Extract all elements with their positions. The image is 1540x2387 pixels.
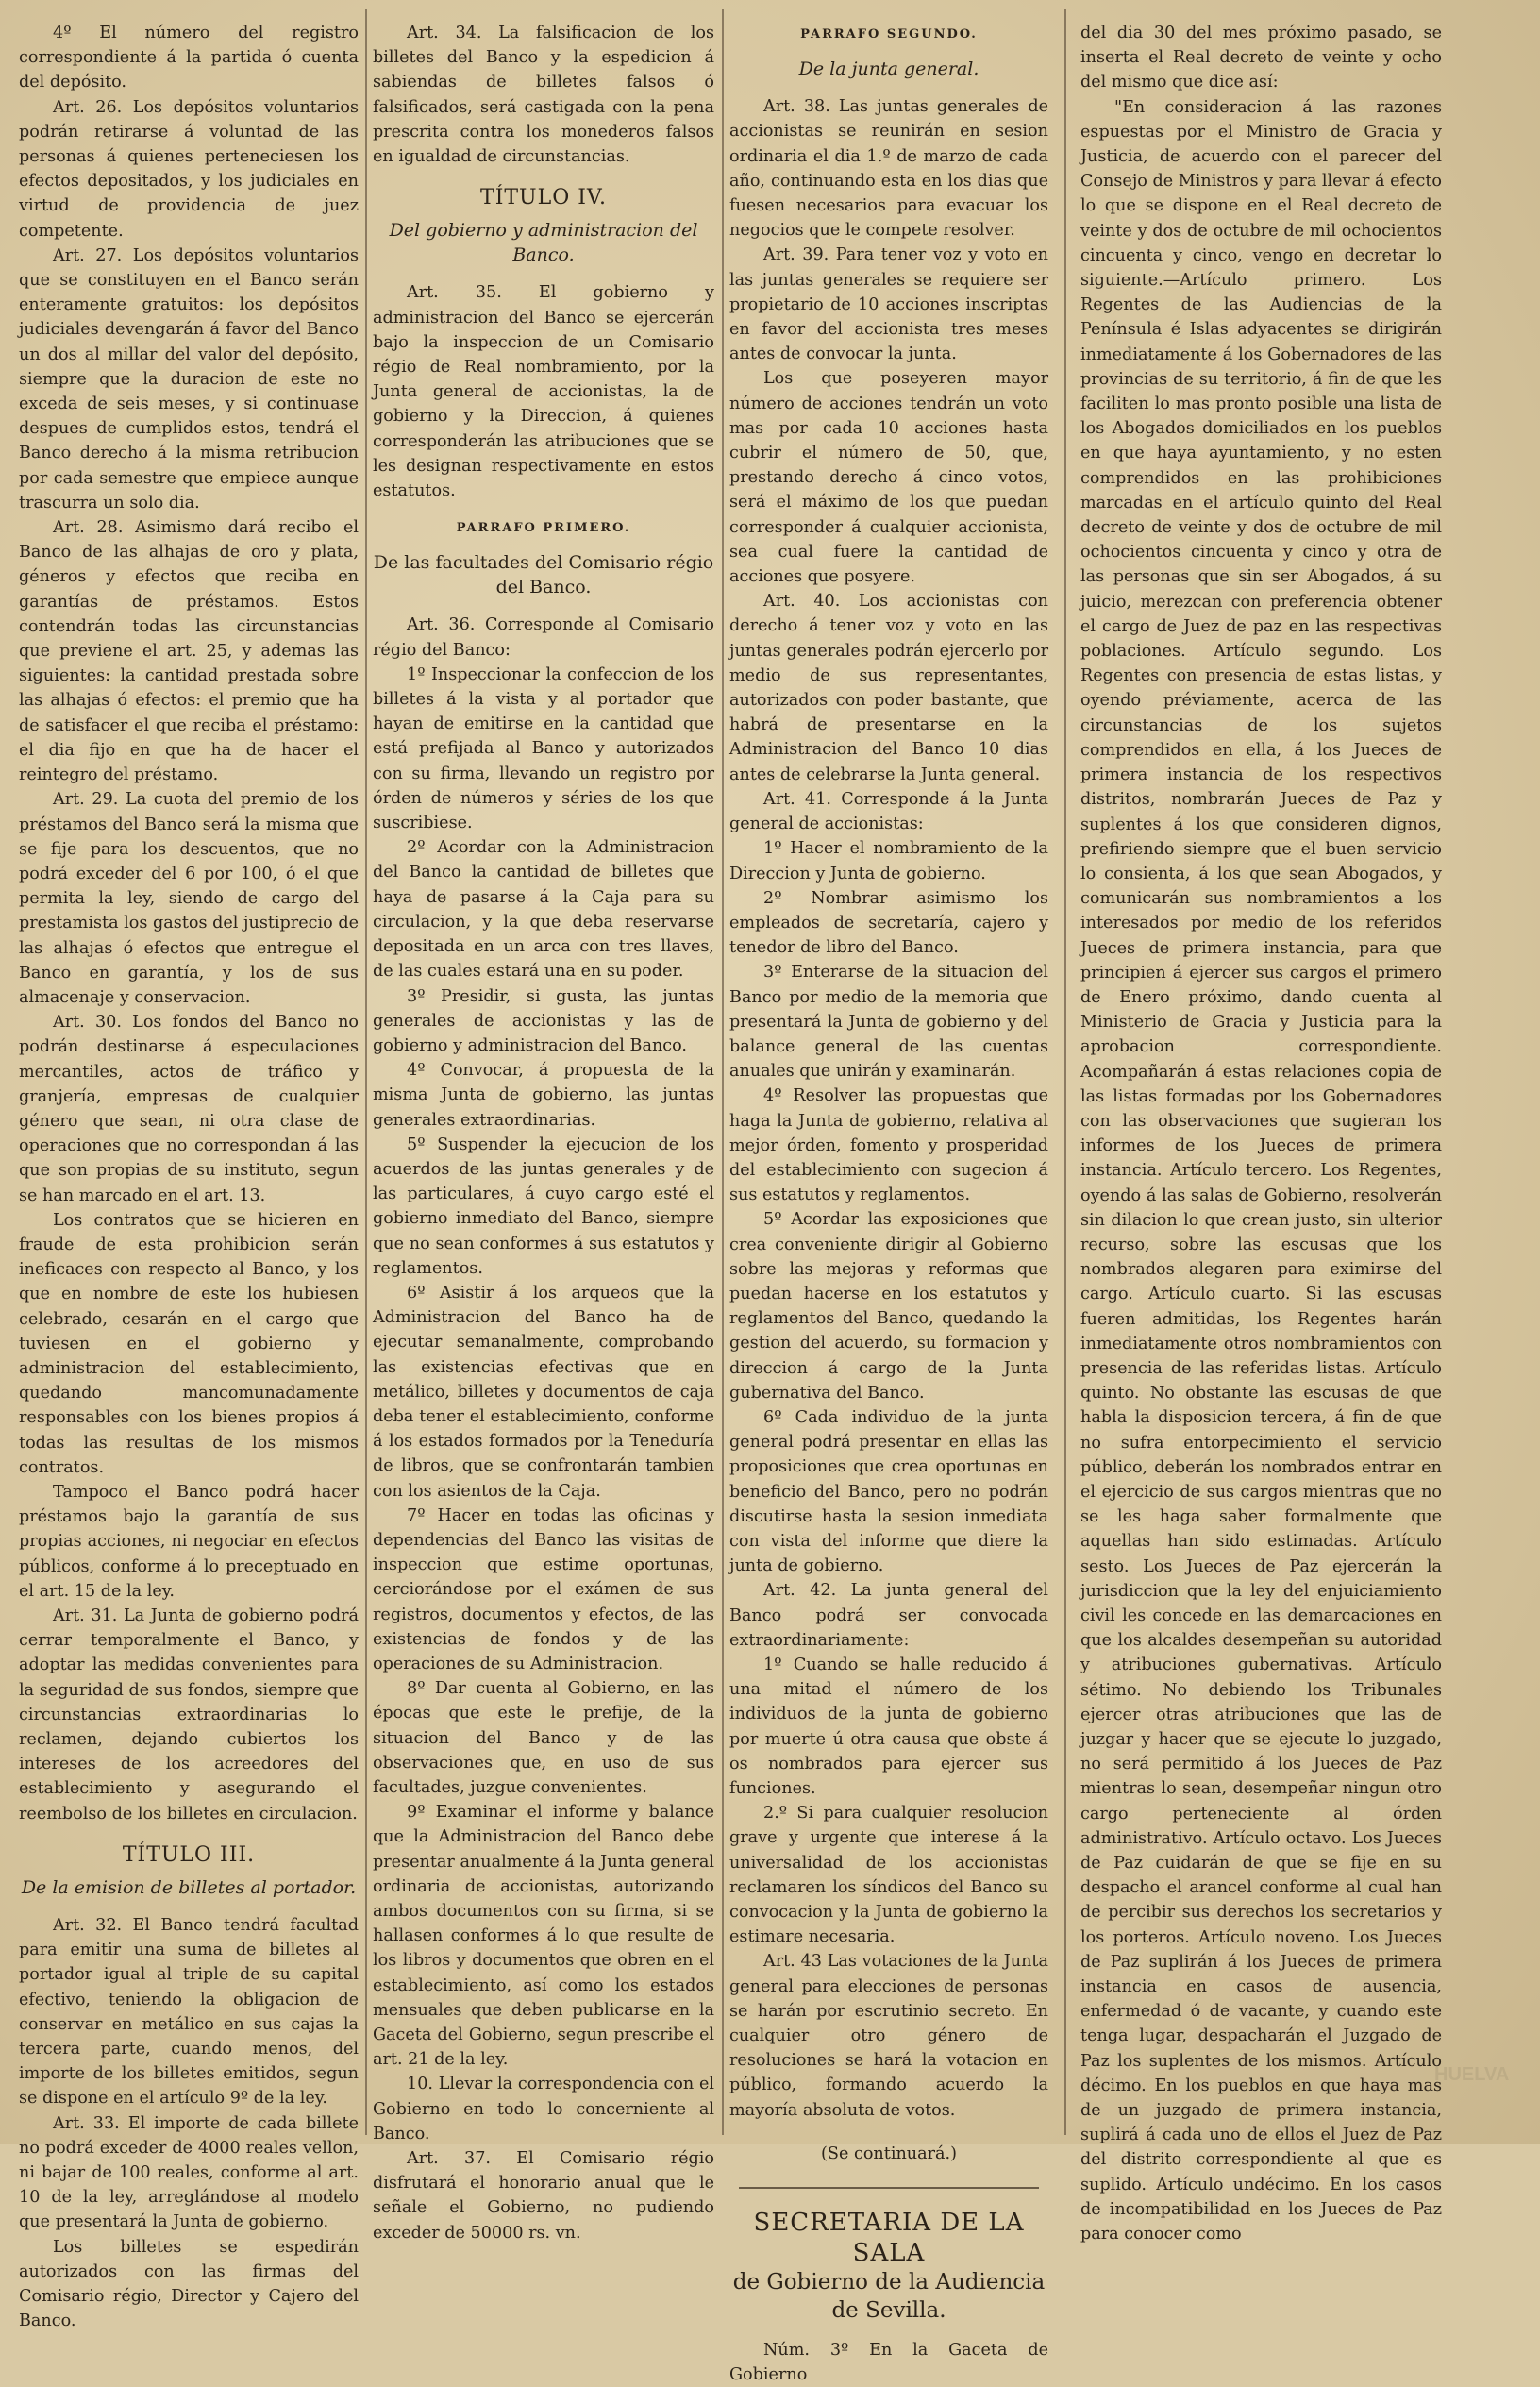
title-heading: TÍTULO III. <box>122 1842 256 1867</box>
title-subheading: De la emision de billetes al portador. <box>21 1877 357 1899</box>
paragraph: Art. 35. El gobierno y administracion del Banco se ejercerán bajo la inspeccion de un Comisario régio de Real nombramiento, por la Junta general de accionistas, la de gobierno y la Direccion, á quienes corresponderán las atribuciones que se les designan respectivamente en estos estatutos. <box>373 283 714 501</box>
paragraph: Art. 28. Asimismo dará recibo el Banco de las alhajas de oro y plata, géneros y efectos que reciba en garantías de préstamos. Estos contendrán todas las circunstancias que previene el art. 25, y ademas las siguientes: la cantidad prestada sobre las alhajas ó efectos: el premio que ha de satisfacer el que reciba el préstamo: el dia fijo en que ha de hacer el reintegro del préstamo. <box>19 518 359 785</box>
paragraph: Art. 42. La junta general del Banco podrá ser convocada extraordinariamente: <box>729 1581 1048 1650</box>
section-title: SECRETARIA DE LA SALA <box>753 2209 1025 2268</box>
list-item: 10. Llevar la correspondencia con el Gobierno en todo lo concerniente al Banco. <box>373 2075 714 2143</box>
paragraph: "En consideracion á las razones espuestas por el Ministro de Gracia y Justicia, de acuerdo con el parecer del Consejo de Ministros y para llevar á efecto lo que se dispone en el Real decreto de veinte y dos de octubre de mil ochocientos cincuenta y cinco, vengo en decretar lo siguiente.—Artículo primero. Los Regentes de las Audiencias de la Península é Islas adyacentes se dirigirán inmediatamente á los Gobernadores de las provincias de su territorio, á fin de que les faciliten lo mas pronto posible una lista de los Abogados domiciliados en los pueblos en que haya ayuntamiento, y no esten comprendidos en las prohibiciones marcadas en el artículo quinto del Real decreto de veinte y dos de octubre de mil ochocientos cincuenta y cinco y otra de las personas que sin ser Abogados, á su juicio, merezcan con preferencia obtener el cargo de Juez de paz en las respectivas poblaciones. Artículo segundo. Los Regentes con presencia de estas listas, y oyendo préviamente, acerca de las circunstancias de los sujetos comprendidos en ella, á los Jueces de primera instancia de los respectivos distritos, nombrarán Jueces de Paz y suplentes á los que consideren dignos, prefiriendo siempre que el buen servicio lo consienta, á los que sean Abogados, y comunicarán sus nombramientos a los interesados por medio de los referidos Jueces de primera instancia, para que principien á ejercer sus cargos el primero de Enero próximo, dando cuenta al Ministerio de Gracia y Justicia para la aprobacion correspondiente. Acompañarán á estas relaciones copia de las listas formadas por los Gobernadores con las observaciones que sugieran los informes de los Jueces de primera instancia. Artículo tercero. Los Regentes, oyendo á las salas de Gobierno, resolverán sin dilacion lo que crean justo, sin ulterior recurso, sobre las escusas que los nombrados alegaren para eximirse del cargo. Artículo cuarto. Si las escusas fueren admitidas, los Regentes harán inmediatamente otros nombramientos con presencia de las referidas listas. Artículo quinto. No obstante las escusas de que habla la disposicion tercera, á fin de que no sufra entorpecimiento el servicio público, deberán los nombrados entrar en el ejercicio de sus cargos mientras que no se les haga saber formalmente que aquellas han sido estimadas. Artículo sesto. Los Jueces de Paz ejercerán la jurisdiccion que la ley del enjuiciamiento civil les concede en las demarcaciones en que los alcaldes desempeñan su autoridad y atribuciones gubernativas. Artículo sétimo. No debiendo los Tribunales ejercer otras atribuciones que las de juzgar y hacer que se ejecute lo juzgado, no será permitido á los Jueces de Paz mientras lo sean, desempeñar ningun otro cargo perteneciente al órden administrativo. Artículo octavo. Los Jueces de Paz cuidarán de que se fije en su despacho el arancel conforme al cual han de percibir sus derechos los secretarios y los porteros. Artículo noveno. Los Jueces de Paz suplirán á los Jueces de primera instancia en casos de ausencia, enfermedad ó de vacante, y cuando este tenga lugar, despacharán el Juzgado de Paz los suplentes de los mismos. Artículo décimo. En los pueblos en que haya mas de un juzgado de primera instancia, suplirá á cada uno de ellos el Juez de Paz del distrito correspondiente al que es suplido. Artículo undécimo. En los casos de incompatibilidad en los Jueces de Paz para conocer como <box>1080 97 1442 2244</box>
list-item: 4º Convocar, á propuesta de la misma Junta de gobierno, las juntas generales extraordinarias. <box>373 1061 714 1130</box>
list-item: 2º Nombrar asimismo los empleados de secretaría, cajero y tenedor de libro del Banco. <box>729 888 1048 958</box>
paragraph: Art. 36. Corresponde al Comisario régio del Banco: <box>373 615 714 660</box>
paragraph: Art. 26. Los depósitos voluntarios podrán retirarse á voluntad de las personas á quienes perteneciesen los efectos depositados, y los judiciales en virtud de providencia de juez competente. <box>19 97 359 241</box>
paragraph: Art. 40. Los accionistas con derecho á tener voz y voto en las juntas generales podrán ejercerlo por medio de sus representantes, autorizados con poder bastante, que habrá de presentarse en la Administracion del Banco 10 dias antes de celebrarse la Junta general. <box>729 592 1048 784</box>
section-divider <box>739 2187 1039 2189</box>
list-item: 3º Presidir, si gusta, las juntas generales de accionistas y las de gobierno y administracion del Banco. <box>373 986 714 1055</box>
section-title-line: de Gobierno de la Audiencia <box>732 2270 1046 2295</box>
paragraph: Art. 41. Corresponde á la Junta general de accionistas: <box>729 789 1048 834</box>
list-item: 4º Resolver las propuestas que haga la Junta de gobierno, relativa al mejor órden, fomento y prosperidad del establecimiento con sugecion á sus estatutos y reglamentos. <box>729 1086 1048 1205</box>
title-subheading: Del gobierno y administracion del Banco. <box>389 220 698 266</box>
list-item: 6º Asistir á los arqueos que la Administracion del Banco ha de ejecutar semanalmente, comprobando las existencias efectivas que en metálico, billetes y documentos de caja deba tener el establecimiento, conforme á los estados formados por la Teneduría de libros, que se confrontarán tambien con los asientos de la Caja. <box>373 1283 714 1501</box>
column-4 <box>1080 21 1442 2244</box>
continuation-note: (Se continuará.) <box>821 2143 957 2163</box>
paragraph: 4º El número del registro correspondiente á la partida ó cuenta del depósito. <box>19 24 359 92</box>
section-heading: PARRAFO SEGUNDO. <box>800 27 978 42</box>
list-item: 3º Enterarse de la situacion del Banco por medio de la memoria que presentará la Junta de gobierno y del balance general de las cuentas anuales que unirán y examinarán. <box>729 963 1048 1082</box>
paragraph: Art. 33. El importe de cada billete no podrá exceder de 4000 reales vellon, ni bajar de 100 reales, conforme al art. 10 de la ley, arreglándose al modelo que presentará la Junta de gobierno. <box>19 2113 359 2232</box>
paragraph: Art. 27. Los depósitos voluntarios que se constituyen en el Banco serán enteramente gratuitos: los depósitos judiciales devengarán á favor del Banco un dos al millar del valor del depósito, siempre que la duracion de este no exceda de seis meses, y si continuase despues de cumplidos estos, tendrá el Banco derecho á la misma retribucion por cada semestre que empiece aunque trascurra un solo dia. <box>19 245 359 513</box>
list-item: 9º Examinar el informe y balance que la Administracion del Banco debe presentar anualmente á la Junta general ordinaria de accionistas, autorizando ambos documentos con su firma, si se hallasen conformes á lo que resulte de los libros y documentos que obren en el establecimiento, así como los estados mensuales que deben publicarse en la Gaceta del Gobierno, segun prescribe el art. 21 de la ley. <box>373 1803 714 2070</box>
list-item: 6º Cada individuo de la junta general podrá presentar en ellas las proposiciones que crea oportunas en beneficio del Banco, pero no podrán discutirse hasta la sesion inmediata con vista del informe que diere la junta de gobierno. <box>729 1407 1048 1576</box>
paragraph: Los que poseyeren mayor número de acciones tendrán un voto mas por cada 10 acciones hasta cubrir el número de 50, que, prestando derecho á cinco votos, será el máximo de los que puedan corresponder á cualquier accionista, sea cual fuere la cantidad de acciones que posyere. <box>729 369 1048 587</box>
list-item: 5º Suspender la ejecucion de los acuerdos de las juntas generales y de las particulares, á cuyo cargo esté el gobierno inmediato del Banco, siempre que no sean conformes á sus estatutos y reglamentos. <box>373 1135 714 1278</box>
section-title-line: de Sevilla. <box>831 2298 946 2324</box>
list-item: 2.º Si para cualquier resolucion grave y urgente que interese á la universalidad de los accionistas reclamaren los síndicos del Banco su convocacion y la Junta de gobierno la estimare necesaria. <box>729 1804 1048 1947</box>
column-rule <box>722 9 724 2135</box>
list-item: 8º Dar cuenta al Gobierno, en las épocas que este le prefije, de la situacion del Banco y de las observaciones que, en uso de sus facultades, juzgue convenientes. <box>373 1679 714 1797</box>
paragraph: Art. 37. El Comisario régio disfrutará el honorario anual que le señale el Gobierno, no pudiendo exceder de 50000 rs. vn. <box>373 2149 714 2243</box>
paragraph: Art. 29. La cuota del premio de los préstamos del Banco será la misma que se fije para los descuentos, que no podrá exceder del 6 por 100, ó el que permita la ley, siendo de cargo del prestamista los gastos del justiprecio de las alhajas ó efectos que entregue el Banco en garantía, y los de sus almacenaje y conservacion. <box>19 790 359 1007</box>
paragraph: Tampoco el Banco podrá hacer préstamos bajo la garantía de sus propias acciones, ni negociar en efectos públicos, conforme á lo preceptuado en el art. 15 de la ley. <box>19 1482 359 1601</box>
paragraph: Art. 38. Las juntas generales de accionistas se reunirán en sesion ordinaria el dia 1.º de marzo de cada año, continuando esta en los dias que fuesen necesarios para evacuar los negocios que le compete resolver. <box>729 97 1048 241</box>
section-heading: PARRAFO PRIMERO. <box>456 521 631 536</box>
paragraph: Art. 31. La Junta de gobierno podrá cerrar temporalmente el Banco, y adoptar las medidas convenientes para la seguridad de sus fondos, siempre que circunstancias extraordinarias lo reclamen, dejando cubiertos los intereses de los acreedores del establecimiento y asegurando el reembolso de los billetes en circulacion. <box>19 1606 359 1824</box>
paragraph: Los contratos que se hicieren en fraude de esta prohibicion serán ineficaces con respecto al Banco, y los que en nombre de este los hubiesen celebrado, cesarán en el cargo que tuviesen en el gobierno y administracion del establecimiento, quedando mancomunadamente responsables con los bienes propios á todas las resultas de los mismos contratos. <box>19 1210 359 1477</box>
paragraph: del dia 30 del mes próximo pasado, se inserta el Real decreto de veinte y ocho del mismo que dice así: <box>1080 24 1442 92</box>
column-3 <box>729 21 1048 2385</box>
section-subheading: De la junta general. <box>798 59 979 80</box>
paragraph: Los billetes se espedirán autorizados con las firmas del Comisario régio, Director y Cajero del Banco. <box>19 2237 359 2331</box>
list-item: 5º Acordar las exposiciones que crea conveniente dirigir al Gobierno sobre las mejoras y reformas que puedan hacerse en los estatutos y reglamentos del Banco, quedando la gestion del acuerdo, su formacion y direccion á cargo de la Junta gubernativa del Banco. <box>729 1210 1048 1403</box>
column-rule <box>1064 9 1066 2135</box>
list-item: 1º Inspeccionar la confeccion de los billetes á la vista y al portador que hayan de emitirse en la cantidad que está prefijada al Banco y autorizados con su firma, llevando un registro por órden de números y séries de los que suscribiese. <box>373 664 714 833</box>
list-item: 1º Hacer el nombramiento de la Direccion y Junta de gobierno. <box>729 839 1048 883</box>
paragraph: Art. 34. La falsificacion de los billetes del Banco y la espedicion á sabiendas de billetes falsos ó falsificados, será castigada con la pena prescrita contra los monederos falsos en igualdad de circunstancias. <box>373 24 714 167</box>
column-2 <box>373 21 714 2243</box>
list-item: 2º Acordar con la Administracion del Banco la cantidad de billetes que haya de pasarse á la Caja para su circulacion, y la que deba reservarse depositada en un arca con tres llaves, de las cuales estará una en su poder. <box>373 838 714 982</box>
watermark-logo <box>1434 2063 1510 2116</box>
paragraph: Art. 32. El Banco tendrá facultad para emitir una suma de billetes al portador igual al triple de su capital efectivo, teniendo la obligacion de conservar en metálico en sus cajas la tercera parte, cuando menos, del importe de los billetes emitidos, segun se dispone en el artículo 9º de la ley. <box>19 1916 359 2109</box>
list-item: 7º Hacer en todas las oficinas y dependencias del Banco las visitas de inspeccion que estime oportunas, cerciorándose por el exámen de sus registros, documentos y efectos, de las existencias de fondos y de las operaciones de su Administracion. <box>373 1505 714 1673</box>
section-subheading: De las facultades del Comisario régio del Banco. <box>373 552 714 598</box>
paragraph: Art. 39. Para tener voz y voto en las juntas generales se requiere ser propietario de 10 acciones inscriptas en favor del accionista tres meses antes de convocar la junta. <box>729 245 1048 364</box>
title-heading: TÍTULO IV. <box>480 186 607 210</box>
paragraph: Núm. 3º En la Gaceta de Gobierno <box>729 2341 1048 2385</box>
paragraph: Art. 30. Los fondos del Banco no podrán destinarse á especulaciones mercantiles, actos de tráfico y granjería, empresas de cualquier género que sean, ni otra clase de operaciones que no correspondan á las que son propias de su instituto, segun se han marcado en el art. 13. <box>19 1013 359 1205</box>
watermark-text: HUELVA <box>1434 2064 1510 2085</box>
list-item: 1º Cuando se halle reducido á una mitad el número de los individuos de la junta de gobierno por muerte ú otra causa que obste á os nombrados para ejercer sus funciones. <box>729 1656 1048 1799</box>
column-rule <box>365 9 367 2135</box>
paragraph: Art. 43 Las votaciones de la Junta general para elecciones de personas se harán por escrutinio secreto. En cualquier otro género de resoluciones se hará la votacion en público, formando acuerdo la mayoría absoluta de votos. <box>729 1952 1048 2120</box>
column-1 <box>19 21 359 2331</box>
